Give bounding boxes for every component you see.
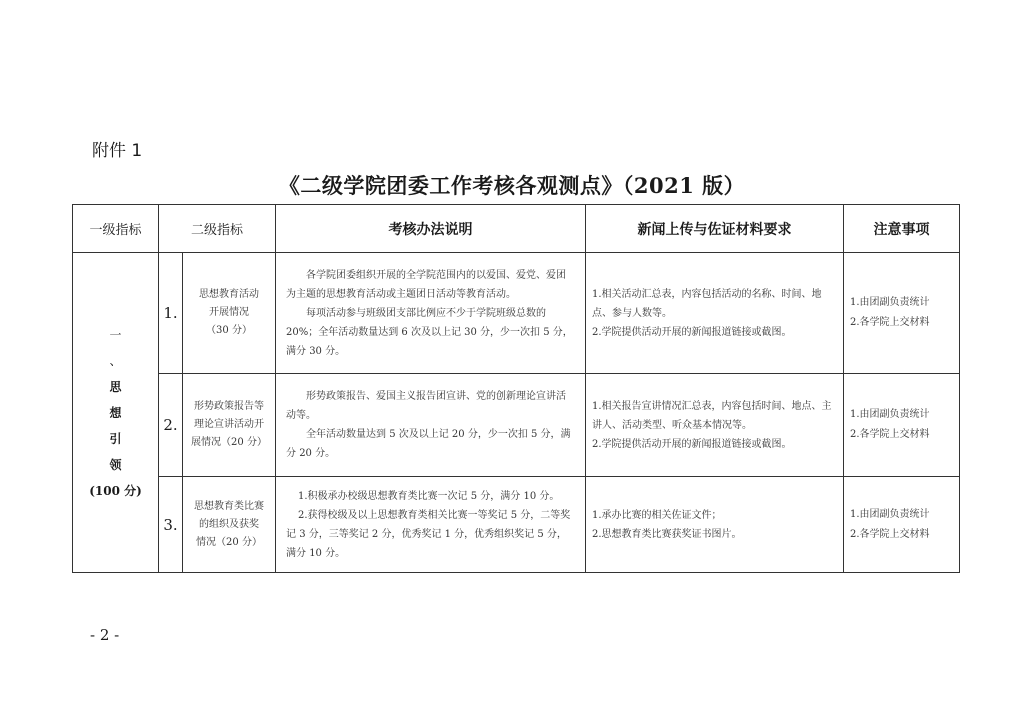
method-cell [276, 253, 586, 374]
level1-char: 领 [109, 457, 122, 472]
notes-cell [844, 477, 960, 573]
table-row [73, 477, 960, 573]
row-number: 3. [159, 477, 183, 573]
page-number: - 2 - [90, 626, 120, 644]
table-row [73, 253, 960, 374]
header-method: 考核办法说明 [276, 205, 586, 253]
note-item: 2.各学院上交材料 [850, 528, 930, 540]
header-notes: 注意事项 [844, 205, 960, 253]
method-cell [276, 374, 586, 477]
requirement-item: 1.相关活动汇总表，内容包括活动的名称、时间、地点、参与人数等。 [592, 288, 822, 319]
note-item: 1.由团副负责统计 [850, 508, 930, 520]
level2-line: 的组织及获奖 [199, 518, 259, 530]
header-level2: 二级指标 [159, 205, 276, 253]
method-paragraph: 各学院团委组织开展的全学院范围内的以爱国、爱党、爱团为主题的思想教育活动或主题团日活动等教育活动。 [286, 269, 567, 300]
row-number: 1. [159, 253, 183, 374]
level2-line: 展情况（20 分） [191, 437, 267, 448]
requirement-item: 1.相关报告宣讲情况汇总表，内容包括时间、地点、主讲人、活动类型、听众基本情况等。 [592, 400, 832, 431]
requirements-cell [586, 253, 844, 374]
level2-line: 情况（20 分） [196, 536, 262, 548]
table-row [73, 374, 960, 477]
method-paragraph: 全年活动数量达到 5 次及以上记 20 分，少一次扣 5 分，满分 20 分。 [286, 429, 571, 459]
level1-char: 引 [109, 431, 122, 446]
attachment-label: 附件 1 [92, 141, 143, 161]
row-number: 2. [159, 374, 183, 477]
level1-char: 一 [109, 327, 122, 342]
level2-cell [183, 374, 276, 477]
level2-cell [183, 253, 276, 374]
method-paragraph: 1.积极承办校级思想教育类比赛一次记 5 分，满分 10 分。 [298, 490, 560, 502]
level1-char: 思 [109, 379, 122, 394]
note-item: 2.各学院上交材料 [850, 429, 930, 440]
level1-score: (100 分) [89, 483, 142, 498]
assessment-table [72, 204, 960, 573]
note-item: 1.由团副负责统计 [850, 409, 930, 420]
level1-char: 、 [109, 353, 122, 368]
level2-cell [183, 477, 276, 573]
method-paragraph: 形势政策报告、爱国主义报告团宣讲、党的创新理论宣讲活动等。 [286, 391, 567, 421]
note-item: 1.由团副负责统计 [850, 297, 930, 308]
requirements-cell [586, 374, 844, 477]
level2-line: 思想教育活动 [199, 289, 259, 300]
level1-char: 想 [109, 405, 122, 420]
level2-line: 开展情况 [209, 307, 249, 318]
requirement-item: 2.学院提供活动开展的新闻报道链接或截图。 [592, 326, 792, 338]
requirement-item: 2.思想教育类比赛获奖证书图片。 [592, 528, 742, 540]
requirement-item: 2.学院提供活动开展的新闻报道链接或截图。 [592, 438, 792, 450]
header-requirements: 新闻上传与佐证材料要求 [586, 205, 844, 253]
requirement-item: 1.承办比赛的相关佐证文件； [592, 509, 722, 521]
notes-cell [844, 374, 960, 477]
table-header-row [73, 205, 960, 253]
notes-cell [844, 253, 960, 374]
method-cell [276, 477, 586, 573]
method-paragraph: 2.获得校级及以上思想教育类相关比赛一等奖记 5 分，二等奖记 3 分，三等奖记 2 分，优秀奖记 1 分，优秀组织奖记 5 分，满分 10 分。 [286, 509, 571, 559]
level2-line: 理论宣讲活动开 [194, 419, 264, 430]
note-item: 2.各学院上交材料 [850, 317, 930, 328]
level2-line: 思想教育类比赛 [194, 500, 264, 512]
level2-line: （30 分） [206, 325, 252, 336]
level1-cell [73, 253, 159, 573]
method-paragraph: 每项活动参与班级团支部比例应不少于学院班级总数的 20%；全年活动数量达到 6 次及以上记 30 分，少一次扣 5 分，满分 30 分。 [286, 307, 573, 357]
level2-line: 形势政策报告等 [194, 401, 264, 412]
requirements-cell [586, 477, 844, 573]
header-level1: 一级指标 [73, 205, 159, 253]
document-title: 《二级学院团委工作考核各观测点》（2021 版） [278, 173, 746, 198]
